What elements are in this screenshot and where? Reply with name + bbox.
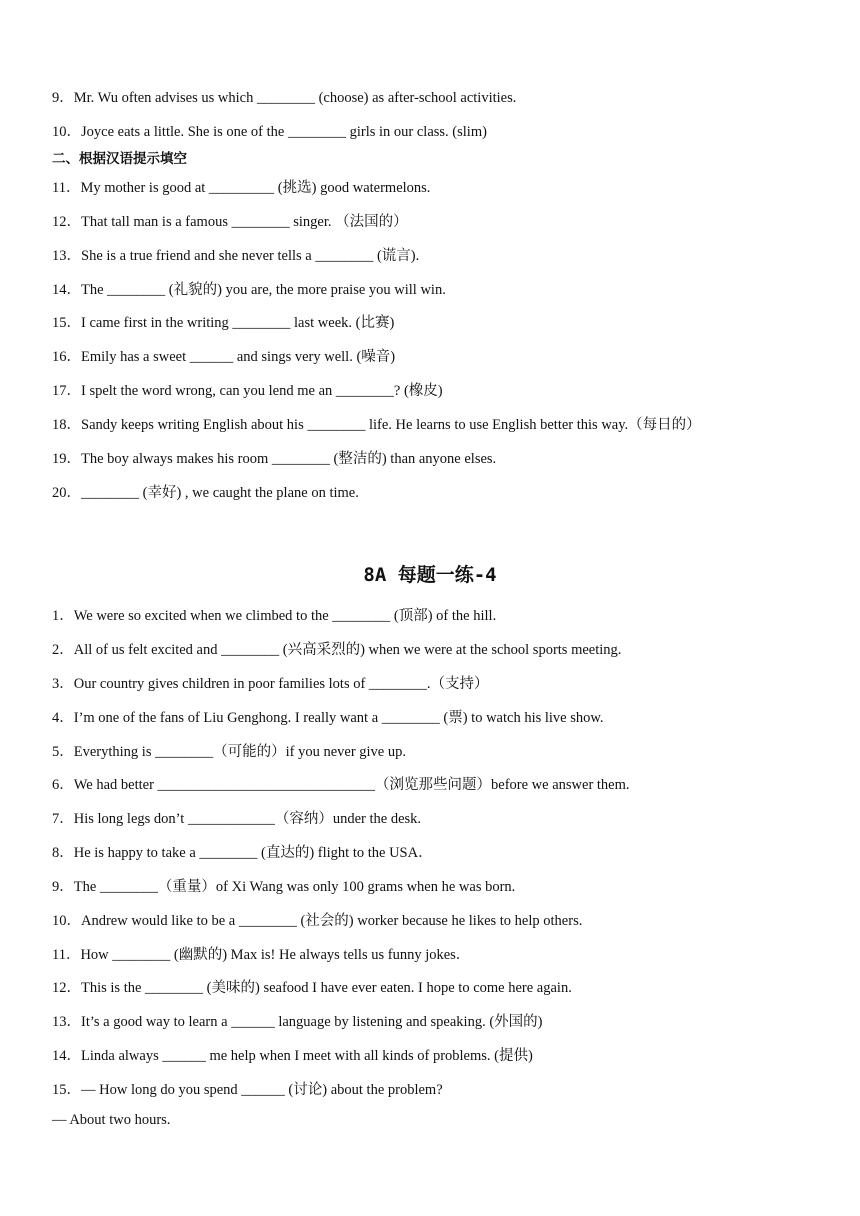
exercise-13: 13．It’s a good way to learn a ______ language by listening and speaking. (外国的) <box>52 1014 543 1030</box>
exercise-2: 2．All of us felt excited and ________ (兴高采烈的) when we were at the school sports meeting. <box>52 642 622 658</box>
exercise-8: 8．He is happy to take a ________ (直达的) flight to the USA． <box>52 845 433 861</box>
exercise-6: 6．We had better ______________________________（浏览那些问题）before we answer them. <box>52 777 630 793</box>
section-heading: 二、根据汉语提示填空 <box>52 151 187 167</box>
exercise-5: 5．Everything is ________（可能的）if you never give up. <box>52 744 406 760</box>
exercise-10: 10．Andrew would like to be a ________ (社会的) worker because he likes to help others. <box>52 913 583 929</box>
question-15: 15．I came first in the writing ________ last week. (比赛) <box>52 315 395 331</box>
exercise-4: 4．I’m one of the fans of Liu Genghong. I really want a ________ (票) to watch his live show. <box>52 710 604 726</box>
question-10: 10．Joyce eats a little. She is one of the ________ girls in our class. (slim) <box>52 124 487 140</box>
question-14: 14．The ________ (礼貌的) you are, the more praise you will win. <box>52 282 446 298</box>
exercise-11: 11．How ________ (幽默的) Max is! He always tells us funny jokes． <box>52 947 471 963</box>
question-16: 16．Emily has a sweet ______ and sings very well. (噪音) <box>52 349 396 365</box>
exercise-9: 9．The ________（重量）of Xi Wang was only 100 grams when he was born. <box>52 879 516 895</box>
question-9: 9．Mr. Wu often advises us which ________ (choose) as after-school activities. <box>52 90 517 106</box>
question-12: 12．That tall man is a famous ________ singer. （法国的） <box>52 214 408 230</box>
question-19: 19．The boy always makes his room ________ (整洁的) than anyone elses. <box>52 451 497 467</box>
exercise-7: 7．His long legs don’t ____________（容纳）under the desk. <box>52 811 422 827</box>
exercise-1: 1．We were so excited when we climbed to the ________ (顶部) of the hill. <box>52 608 497 624</box>
exercise-3: 3．Our country gives children in poor families lots of ________.（支持） <box>52 676 489 692</box>
question-20: 20．________ (幸好) , we caught the plane on time. <box>52 485 359 501</box>
question-18: 18．Sandy keeps writing English about his ________ life. He learns to use English better this way.（每日的） <box>52 417 701 433</box>
question-11: 11．My mother is good at _________ (挑选) good watermelons. <box>52 180 431 196</box>
exercise-15: 15．— How long do you spend ______ (讨论) about the problem? <box>52 1082 443 1098</box>
exercise-15-answer: — About two hours. <box>52 1112 171 1128</box>
exercise-14: 14．Linda always ______ me help when I meet with all kinds of problems. (提供) <box>52 1048 533 1064</box>
question-13: 13．She is a true friend and she never tells a ________ (谎言). <box>52 248 420 264</box>
worksheet-title: 8A 每题一练-4 <box>363 564 497 586</box>
question-17: 17．I spelt the word wrong, can you lend me an ________? (橡皮) <box>52 383 443 399</box>
exercise-12: 12．This is the ________ (美味的) seafood I have ever eaten. I hope to come here again. <box>52 980 572 996</box>
